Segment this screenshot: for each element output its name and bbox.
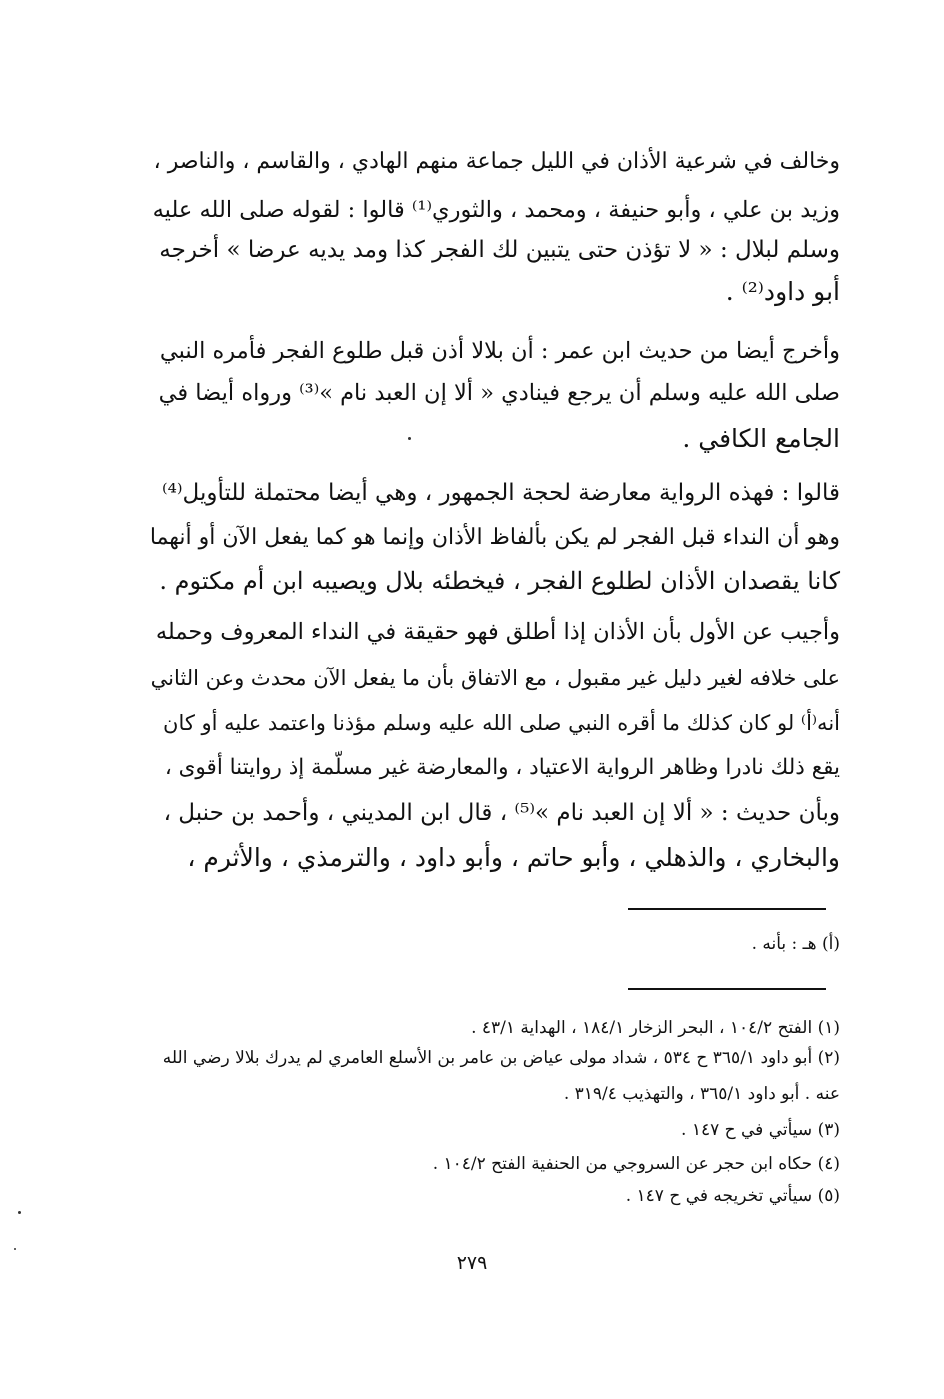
text-line: أنه⁽أ⁾ لو كان كذلك ما أقره النبي صلى الله عليه وسلم مؤذنا واعتمد عليه أو كان — [163, 711, 840, 735]
footnote-divider — [628, 908, 826, 910]
text-line: على خلافه لغير دليل غير مقبول ، مع الاتفاق بأن ما يفعل الآن محدث وعن الثاني — [150, 666, 840, 690]
footnote: (٤) حكاه ابن حجر عن السروجي من الحنفية الفتح ١٠٤/٢ . — [432, 1154, 840, 1174]
text-line: صلى الله عليه وسلم أن يرجع فينادي « ألا إن العبد نام »⁽³⁾ ورواه أيضا في — [158, 380, 840, 406]
scan-speck — [408, 437, 411, 440]
footnote: عنه . أبو داود ٣٦٥/١ ، والتهذيب ٣١٩/٤ . — [563, 1084, 840, 1104]
scan-speck — [18, 1211, 21, 1214]
text-line: قالوا : فهذه الرواية معارضة لحجة الجمهور ، وهي أيضا محتملة للتأويل⁽⁴⁾ — [161, 480, 840, 506]
footnote-divider — [628, 988, 826, 990]
variant-note: (أ) هـ : بأنه . — [751, 934, 840, 954]
text-line: وزيد بن علي ، وأبو حنيفة ، ومحمد ، والثوري⁽¹⁾ قالوا : لقوله صلى الله عليه — [152, 197, 840, 223]
text-line: وأجيب عن الأول بأن الأذان إذا أطلق فهو حقيقة في النداء المعروف وحمله — [155, 619, 840, 645]
footnote: (١) الفتح ١٠٤/٢ ، البحر الزخار ١٨٤/١ ، الهداية ٤٣/١ . — [471, 1018, 840, 1038]
text-line: والبخاري ، والذهلي ، وأبو حاتم ، وأبو داود ، والترمذي ، والأثرم ، — [187, 843, 840, 872]
text-line: وأخرج أيضا من حديث ابن عمر : أن بلالا أذن قبل طلوع الفجر فأمره النبي — [159, 338, 840, 364]
footnote: (٢) أبو داود ٣٦٥/١ ح ٥٣٤ ، شداد مولى عياض بن عامر بن الأسلع العامري لم يدرك بلالا رضي الله — [162, 1048, 840, 1068]
footnote: (٣) سيأتي في ح ١٤٧ . — [681, 1120, 840, 1140]
text-line: الجامع الكافي . — [682, 424, 840, 453]
text-line: وبأن حديث : « ألا إن العبد نام »⁽⁵⁾ ، قال ابن المديني ، وأحمد بن حنبل ، — [163, 800, 840, 826]
text-line: وخالف في شرعية الأذان في الليل جماعة منهم الهادي ، والقاسم ، والناصر ، — [153, 149, 840, 174]
text-line: وسلم لبلال : « لا تؤذن حتى يتبين لك الفجر كذا ومد يديه عرضا » أخرجه — [159, 237, 840, 263]
scan-speck — [14, 1248, 16, 1250]
text-line: يقع ذلك نادرا وظاهر الرواية الاعتياد ، والمعارضة غير مسلّمة إذ روايتنا أقوى ، — [164, 755, 840, 780]
footnote: (٥) سيأتي تخريجه في ح ١٤٧ . — [625, 1186, 840, 1206]
page-number: ٢٧٩ — [456, 1252, 488, 1274]
text-line: أبو داود⁽²⁾ . — [725, 277, 840, 306]
text-line: وهو أن النداء قبل الفجر لم يكن بألفاظ الأذان وإنما هو كما يفعل الآن أو أنهما — [149, 525, 840, 550]
text-line: كانا يقصدان الأذان لطلوع الفجر ، فيخطئه بلال ويصيبه ابن أم مكتوم . — [159, 567, 840, 595]
